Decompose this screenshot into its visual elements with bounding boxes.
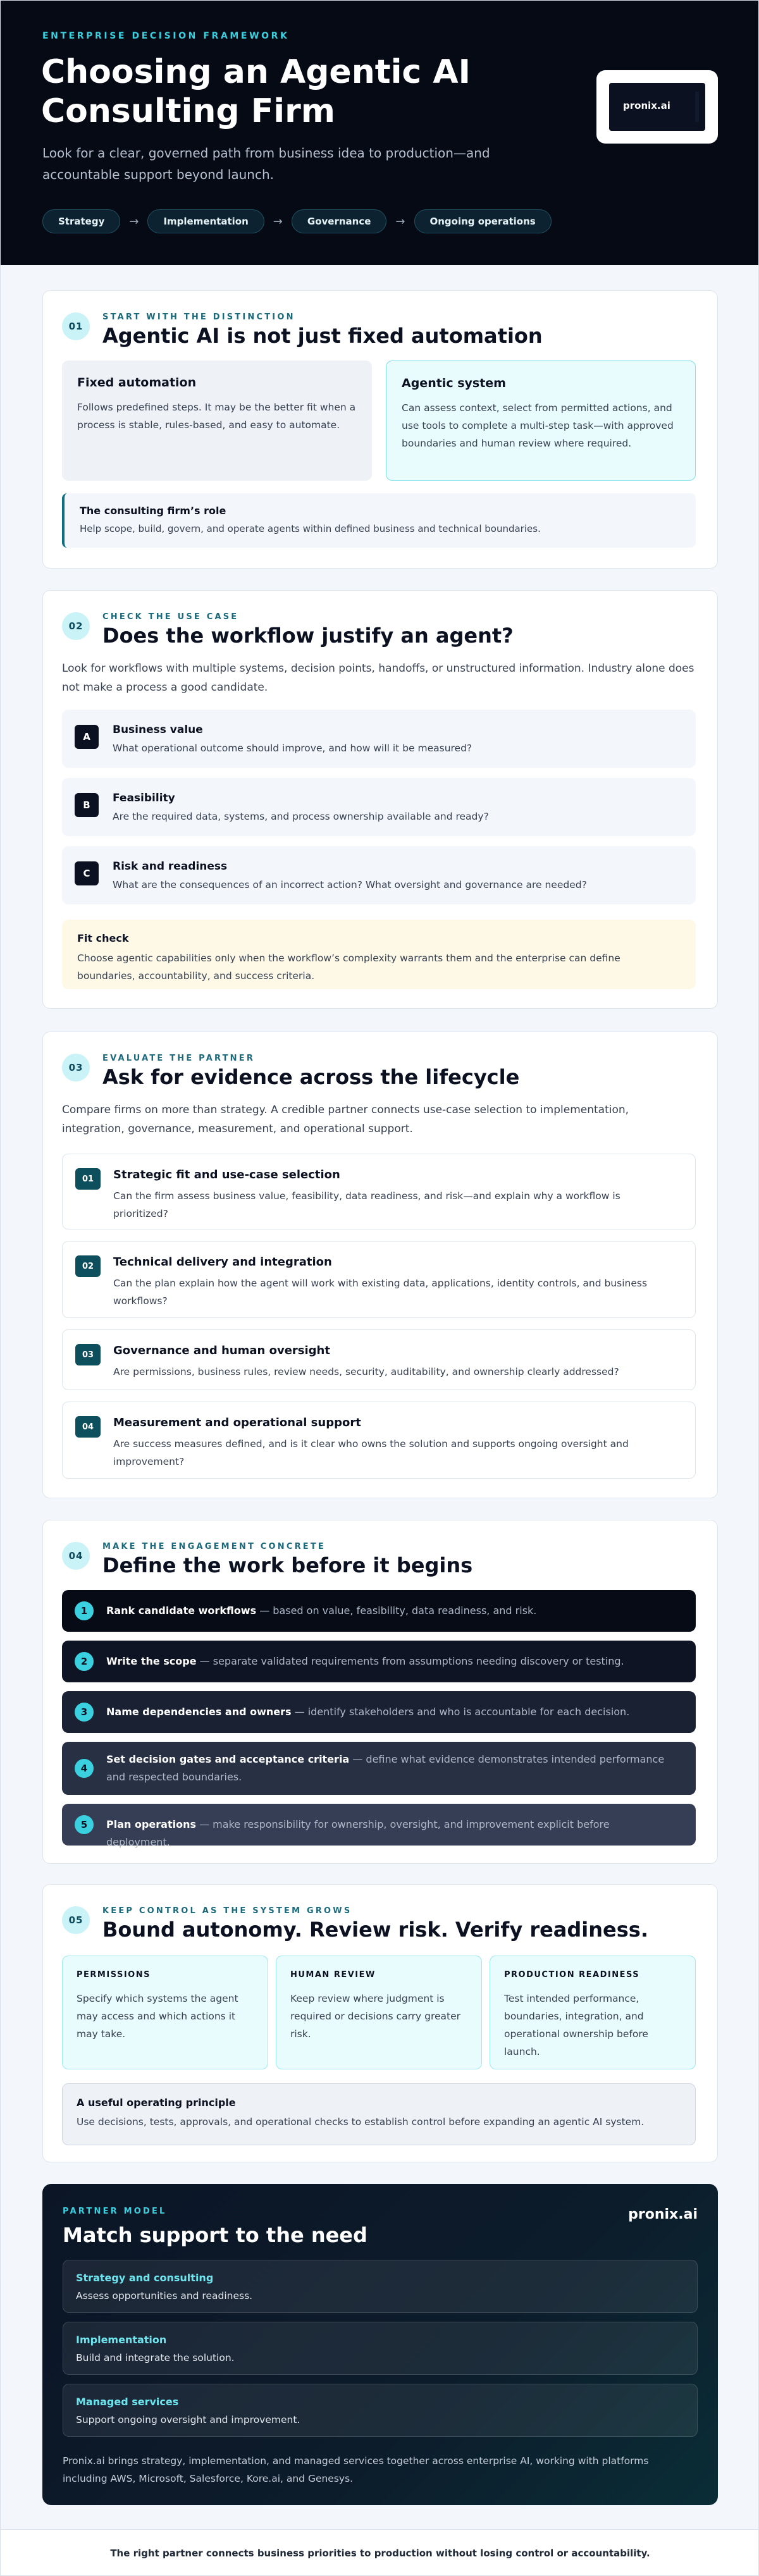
section-number: 01 xyxy=(62,312,90,340)
section-keep-control xyxy=(42,1884,718,2162)
step-description: — make responsibility for ownership, oversight, and improvement explicit before deployment. xyxy=(106,1818,610,1848)
arrow-icon: → xyxy=(273,214,283,228)
control-text: Test intended performance, boundaries, integration, and operational ownership before launch. xyxy=(504,1993,648,2057)
callout-title: Fit check xyxy=(77,932,129,944)
section-title: Bound autonomy. Review risk. Verify readiness. xyxy=(102,1918,648,1942)
partner-eyebrow: PARTNER MODEL xyxy=(63,2207,167,2216)
evidence-badge: 03 xyxy=(75,1344,101,1365)
step-governance: Governance xyxy=(292,209,387,233)
evidence-title: Governance and human oversight xyxy=(113,1344,330,1357)
section-eyebrow: START WITH THE DISTINCTION xyxy=(102,312,295,322)
step-number: 3 xyxy=(75,1703,94,1722)
callout-text: Use decisions, tests, approvals, and operational checks to establish control before expanding an agentic AI system. xyxy=(77,2116,645,2128)
criterion-text: Are the required data, systems, and process ownership available and ready? xyxy=(113,811,489,822)
step-description: — based on value, feasibility, data readiness, and risk. xyxy=(256,1605,537,1617)
step-strategy: Strategy xyxy=(42,209,120,233)
hero-subtitle: Look for a clear, governed path from business idea to production—and accountable support beyond launch. xyxy=(42,145,490,182)
step-number: 4 xyxy=(75,1759,94,1778)
criterion-text: What operational outcome should improve, and how will it be measured? xyxy=(113,743,472,754)
section-evaluate-partner xyxy=(42,1032,718,1498)
section-number: 03 xyxy=(62,1054,90,1082)
step-title: Name dependencies and owners xyxy=(106,1706,292,1718)
section-title: Agentic AI is not just fixed automation xyxy=(102,324,543,348)
section-eyebrow: EVALUATE THE PARTNER xyxy=(102,1054,256,1063)
step-text xyxy=(106,1602,676,1620)
service-implementation xyxy=(63,2322,698,2375)
criterion-business-value xyxy=(62,710,696,768)
hero-banner xyxy=(1,1,759,265)
step-description: — separate validated requirements from assumptions needing discovery or testing. xyxy=(196,1655,624,1667)
section-eyebrow: MAKE THE ENGAGEMENT CONCRETE xyxy=(102,1542,326,1551)
criterion-text: What are the consequences of an incorrect action? What oversight and governance are needed? xyxy=(113,879,587,891)
service-text: Assess opportunities and readiness. xyxy=(76,2290,253,2302)
evidence-item xyxy=(62,1402,696,1479)
evidence-title: Strategic fit and use-case selection xyxy=(113,1168,340,1181)
evidence-text: Are permissions, business rules, review needs, security, auditability, and ownership clearly addressed? xyxy=(113,1366,619,1377)
logo-stripe xyxy=(695,92,699,122)
work-step xyxy=(62,1804,696,1846)
service-title: Strategy and consulting xyxy=(76,2272,214,2284)
criterion-badge: C xyxy=(75,861,99,885)
section-number: 05 xyxy=(62,1906,90,1934)
callout-text: Help scope, build, govern, and operate agents within defined business and technical boundaries. xyxy=(80,523,541,534)
section-number: 02 xyxy=(62,612,90,640)
footer-text: The right partner connects business priorities to production without losing control or accountability. xyxy=(110,2548,650,2559)
control-text: Keep review where judgment is required or decisions carry greater risk. xyxy=(290,1993,461,2040)
step-ongoing-operations: Ongoing operations xyxy=(414,209,552,233)
section-distinction xyxy=(42,290,718,569)
step-title: Write the scope xyxy=(106,1655,197,1667)
section-eyebrow: CHECK THE USE CASE xyxy=(102,612,239,622)
page-footer xyxy=(1,2529,759,2576)
criterion-title: Feasibility xyxy=(113,792,175,804)
callout-text: Choose agentic capabilities only when the workflow’s complexity warrants them and the enterprise can define boundaries, accountability, and success criteria. xyxy=(77,952,620,982)
work-step xyxy=(62,1691,696,1733)
criterion-badge: A xyxy=(75,725,99,749)
work-step xyxy=(62,1590,696,1632)
callout-title: The consulting firm’s role xyxy=(80,505,226,517)
evidence-text: Can the firm assess business value, feasibility, data readiness, and risk—and explain why a workflow is prioritized? xyxy=(113,1190,620,1219)
evidence-badge: 04 xyxy=(75,1416,101,1438)
section-use-case xyxy=(42,590,718,1009)
arrow-icon: → xyxy=(395,214,405,228)
box-title: Agentic system xyxy=(402,376,506,390)
criterion-title: Business value xyxy=(113,724,203,736)
operating-principle-callout xyxy=(62,2083,696,2145)
step-text xyxy=(106,1703,676,1721)
service-strategy xyxy=(63,2260,698,2313)
control-title: HUMAN REVIEW xyxy=(290,1970,376,1980)
step-description: — identify stakeholders and who is accountable for each decision. xyxy=(291,1706,630,1718)
section-title: Ask for evidence across the lifecycle xyxy=(102,1065,520,1089)
partner-model xyxy=(42,2184,718,2505)
step-text xyxy=(106,1751,676,1786)
logo-text: pronix.ai xyxy=(623,100,670,111)
agentic-system-box xyxy=(386,361,696,481)
evidence-badge: 02 xyxy=(75,1255,101,1277)
partner-title: Match support to the need xyxy=(63,2223,367,2247)
control-title: PERMISSIONS xyxy=(77,1970,151,1980)
evidence-text: Are success measures defined, and is it clear who owns the solution and supports ongoing oversight and improvement? xyxy=(113,1438,629,1467)
section-title: Does the workflow justify an agent? xyxy=(102,624,514,648)
control-permissions xyxy=(62,1956,268,2069)
section-intro: Look for workflows with multiple systems, decision points, handoffs, or unstructured information. Industry alone does not make a process a good candidate. xyxy=(62,662,694,694)
brand-logo xyxy=(596,70,718,144)
service-text: Support ongoing oversight and improvement. xyxy=(76,2414,300,2425)
evidence-item xyxy=(62,1329,696,1390)
evidence-item xyxy=(62,1241,696,1318)
evidence-item xyxy=(62,1154,696,1229)
evidence-title: Technical delivery and integration xyxy=(113,1255,332,1269)
page-title: Choosing an Agentic AI Consulting Firm xyxy=(41,53,471,130)
evidence-title: Measurement and operational support xyxy=(113,1416,361,1429)
section-number: 04 xyxy=(62,1542,90,1570)
control-text: Specify which systems the agent may access and which actions it may take. xyxy=(77,1993,238,2040)
step-text xyxy=(106,1816,676,1851)
control-title: PRODUCTION READINESS xyxy=(504,1970,640,1980)
work-step xyxy=(62,1641,696,1682)
box-text: Can assess context, select from permitted actions, and use tools to complete a multi-step task—with approved boundaries and human review where required. xyxy=(402,402,674,449)
fixed-automation-box xyxy=(62,361,372,481)
partner-brand: pronix.ai xyxy=(628,2207,698,2222)
step-text xyxy=(106,1653,676,1670)
evidence-text: Can the plan explain how the agent will work with existing data, applications, identity controls, and business workflows? xyxy=(113,1278,648,1307)
lifecycle-steps xyxy=(42,209,552,233)
service-text: Build and integrate the solution. xyxy=(76,2352,235,2363)
step-implementation: Implementation xyxy=(147,209,264,233)
step-number: 5 xyxy=(75,1815,94,1834)
criterion-feasibility xyxy=(62,778,696,836)
step-title: Set decision gates and acceptance criteria xyxy=(106,1753,350,1765)
work-step xyxy=(62,1742,696,1795)
criterion-badge: B xyxy=(75,793,99,817)
section-title: Define the work before it begins xyxy=(102,1553,473,1577)
service-title: Managed services xyxy=(76,2396,179,2408)
section-intro: Compare firms on more than strategy. A credible partner connects use-case selection to implementation, integration, governance, measurement, and operational support. xyxy=(62,1104,629,1135)
arrow-icon: → xyxy=(129,214,139,228)
section-define-work xyxy=(42,1520,718,1864)
criterion-risk-readiness xyxy=(62,846,696,904)
box-title: Fixed automation xyxy=(77,376,197,390)
step-title: Plan operations xyxy=(106,1818,196,1830)
step-number: 1 xyxy=(75,1601,94,1620)
hero-eyebrow: ENTERPRISE DECISION FRAMEWORK xyxy=(42,31,290,41)
partner-footnote: Pronix.ai brings strategy, implementation, and managed services together across enterprise AI, working with platforms including AWS, Microsoft, Salesforce, Kore.ai, and Genesys. xyxy=(63,2455,649,2484)
callout-title: A useful operating principle xyxy=(77,2097,236,2109)
box-text: Follows predefined steps. It may be the better fit when a process is stable, rules-based, and easy to automate. xyxy=(77,402,356,431)
step-description: — define what evidence demonstrates intended performance and respected boundaries. xyxy=(106,1753,665,1783)
logo-screen xyxy=(609,83,705,131)
control-production-readiness xyxy=(490,1956,696,2069)
evidence-badge: 01 xyxy=(75,1168,101,1190)
service-title: Implementation xyxy=(76,2334,167,2346)
section-eyebrow: KEEP CONTROL AS THE SYSTEM GROWS xyxy=(102,1906,352,1916)
step-number: 2 xyxy=(75,1652,94,1671)
fit-check-callout xyxy=(62,920,696,989)
step-title: Rank candidate workflows xyxy=(106,1605,257,1617)
consulting-role-callout xyxy=(62,493,696,548)
service-managed xyxy=(63,2384,698,2437)
control-human-review xyxy=(276,1956,482,2069)
criterion-title: Risk and readiness xyxy=(113,860,228,873)
